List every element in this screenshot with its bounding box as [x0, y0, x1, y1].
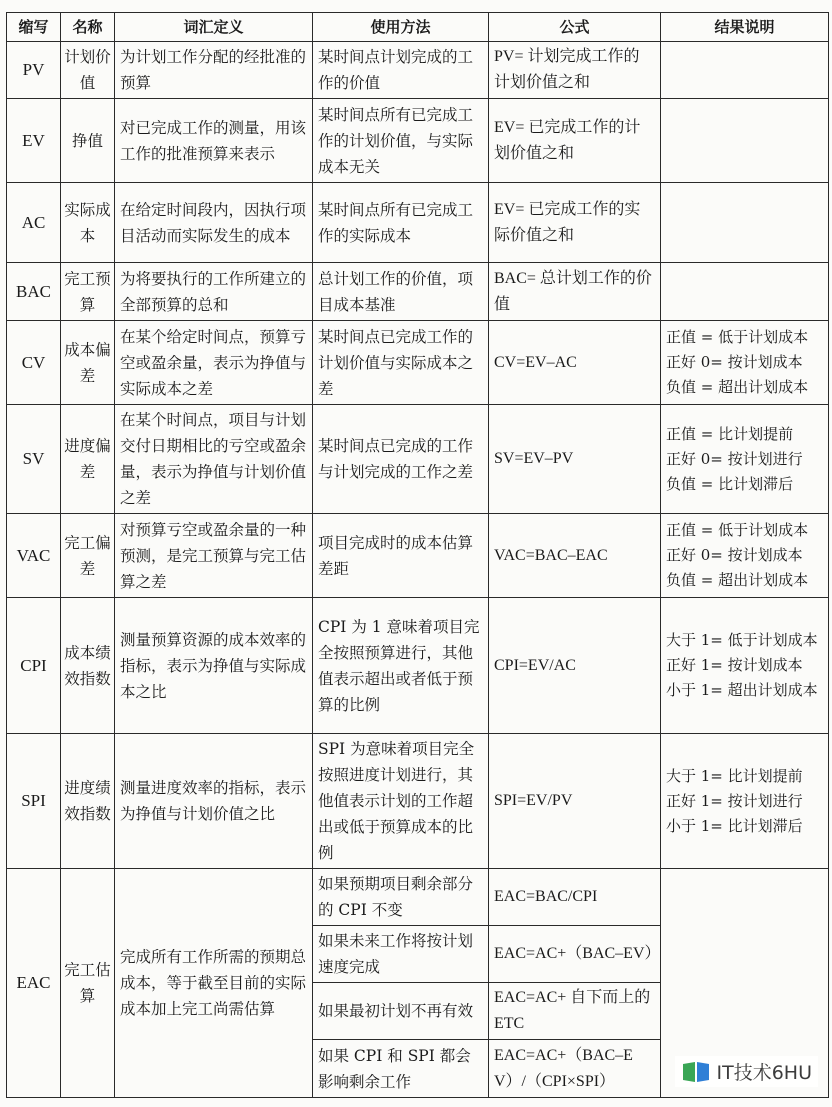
eac-case-usage: 如果最初计划不再有效 [313, 983, 489, 1040]
watermark [675, 1056, 819, 1087]
eac-case-formula: EAC=AC+（BAC–EV） [489, 926, 661, 983]
row-abbr: CPI [7, 598, 61, 734]
row-formula: PV= 计划完成工作的计划价值之和 [489, 42, 661, 99]
row-abbr: SPI [7, 734, 61, 869]
row-usage: 项目完成时的成本估算差距 [313, 514, 489, 598]
row-result: 正值 = 低于计划成本 正好 0= 按计划成本 负值 = 超出计划成本 [661, 321, 829, 405]
row-name: 实际成本 [61, 183, 115, 263]
row-definition: 测量预算资源的成本效率的指标，表示为挣值与实际成本之比 [115, 598, 313, 734]
row-formula: SV=EV–PV [489, 405, 661, 514]
row-result [661, 183, 829, 263]
eac-case-formula: EAC=AC+（BAC–EV）/（CPI×SPI） [489, 1040, 661, 1098]
watermark-text: IT技术6HU [716, 1062, 812, 1084]
table-row [7, 405, 829, 514]
header-name: 名称 [61, 13, 115, 42]
row-usage: 总计划工作的价值，项目成本基准 [313, 263, 489, 321]
header-row [7, 13, 829, 42]
row-definition: 为将要执行的工作所建立的全部预算的总和 [115, 263, 313, 321]
row-name: 进度偏差 [61, 405, 115, 514]
table-row [7, 263, 829, 321]
row-definition: 为计划工作分配的经批准的预算 [115, 42, 313, 99]
header-formula: 公式 [489, 13, 661, 42]
book-logo-icon [681, 1060, 711, 1084]
table-body [7, 42, 829, 1098]
eac-case-usage: 如果预期项目剩余部分的 CPI 不变 [313, 869, 489, 926]
row-result: 大于 1= 低于计划成本 正好 1= 按计划成本 小于 1= 超出计划成本 [661, 598, 829, 734]
evm-table [6, 12, 829, 1098]
row-abbr: PV [7, 42, 61, 99]
header-abbr: 缩写 [7, 13, 61, 42]
row-result: 正值 = 低于计划成本 正好 0= 按计划成本 负值 = 超出计划成本 [661, 514, 829, 598]
row-name: 成本绩效指数 [61, 598, 115, 734]
row-formula: EV= 已完成工作的实际价值之和 [489, 183, 661, 263]
row-usage: 某时间点计划完成的工作的价值 [313, 42, 489, 99]
table-row [7, 183, 829, 263]
eac-row [7, 869, 829, 926]
row-result [661, 42, 829, 99]
row-abbr: EV [7, 99, 61, 183]
row-result [661, 99, 829, 183]
row-formula: SPI=EV/PV [489, 734, 661, 869]
header-definition: 词汇定义 [115, 13, 313, 42]
row-usage: 某时间点已完成的工作与计划完成的工作之差 [313, 405, 489, 514]
row-usage: CPI 为 1 意味着项目完全按照预算进行，其他值表示超出或者低于预算的比例 [313, 598, 489, 734]
header-result: 结果说明 [661, 13, 829, 42]
row-definition: 在给定时间段内，因执行项目活动而实际发生的成本 [115, 183, 313, 263]
row-abbr: BAC [7, 263, 61, 321]
row-abbr: CV [7, 321, 61, 405]
table-row [7, 734, 829, 869]
row-name: 进度绩效指数 [61, 734, 115, 869]
eac-name: 完工估算 [61, 869, 115, 1098]
row-usage: SPI 为意味着项目完全按照进度计划进行，其他值表示计划的工作超出或低于预算成本的比例 [313, 734, 489, 869]
eac-abbr: EAC [7, 869, 61, 1098]
table-row [7, 514, 829, 598]
row-formula: CPI=EV/AC [489, 598, 661, 734]
eac-case-usage: 如果未来工作将按计划速度完成 [313, 926, 489, 983]
row-result: 大于 1= 比计划提前 正好 1= 按计划进行 小于 1= 比计划滞后 [661, 734, 829, 869]
row-definition: 对已完成工作的测量，用该工作的批准预算来表示 [115, 99, 313, 183]
eac-definition: 完成所有工作所需的预期总成本，等于截至目前的实际成本加上完工尚需估算 [115, 869, 313, 1098]
eac-case-formula: EAC=BAC/CPI [489, 869, 661, 926]
row-usage: 某时间点已完成工作的计划价值与实际成本之差 [313, 321, 489, 405]
row-name: 完工偏差 [61, 514, 115, 598]
table-row [7, 321, 829, 405]
row-formula: BAC= 总计划工作的价值 [489, 263, 661, 321]
row-name: 计划价值 [61, 42, 115, 99]
eac-case-usage: 如果 CPI 和 SPI 都会影响剩余工作 [313, 1040, 489, 1098]
table-row [7, 99, 829, 183]
row-usage: 某时间点所有已完成工作的实际成本 [313, 183, 489, 263]
row-formula: VAC=BAC–EAC [489, 514, 661, 598]
eac-case-formula: EAC=AC+ 自下而上的 ETC [489, 983, 661, 1040]
row-usage: 某时间点所有已完成工作的计划价值，与实际成本无关 [313, 99, 489, 183]
row-definition: 对预算亏空或盈余量的一种预测，是完工预算与完工估算之差 [115, 514, 313, 598]
row-name: 成本偏差 [61, 321, 115, 405]
row-abbr: VAC [7, 514, 61, 598]
row-result [661, 263, 829, 321]
row-definition: 在某个时间点，项目与计划交付日期相比的亏空或盈余量，表示为挣值与计划价值之差 [115, 405, 313, 514]
row-definition: 在某个给定时间点，预算亏空或盈余量，表示为挣值与实际成本之差 [115, 321, 313, 405]
row-name: 完工预算 [61, 263, 115, 321]
table-row [7, 598, 829, 734]
row-formula: EV= 已完成工作的计划价值之和 [489, 99, 661, 183]
row-definition: 测量进度效率的指标，表示为挣值与计划价值之比 [115, 734, 313, 869]
table-row [7, 42, 829, 99]
row-result: 正值 = 比计划提前 正好 0= 按计划进行 负值 = 比计划滞后 [661, 405, 829, 514]
row-name: 挣值 [61, 99, 115, 183]
row-abbr: SV [7, 405, 61, 514]
header-usage: 使用方法 [313, 13, 489, 42]
row-abbr: AC [7, 183, 61, 263]
row-formula: CV=EV–AC [489, 321, 661, 405]
